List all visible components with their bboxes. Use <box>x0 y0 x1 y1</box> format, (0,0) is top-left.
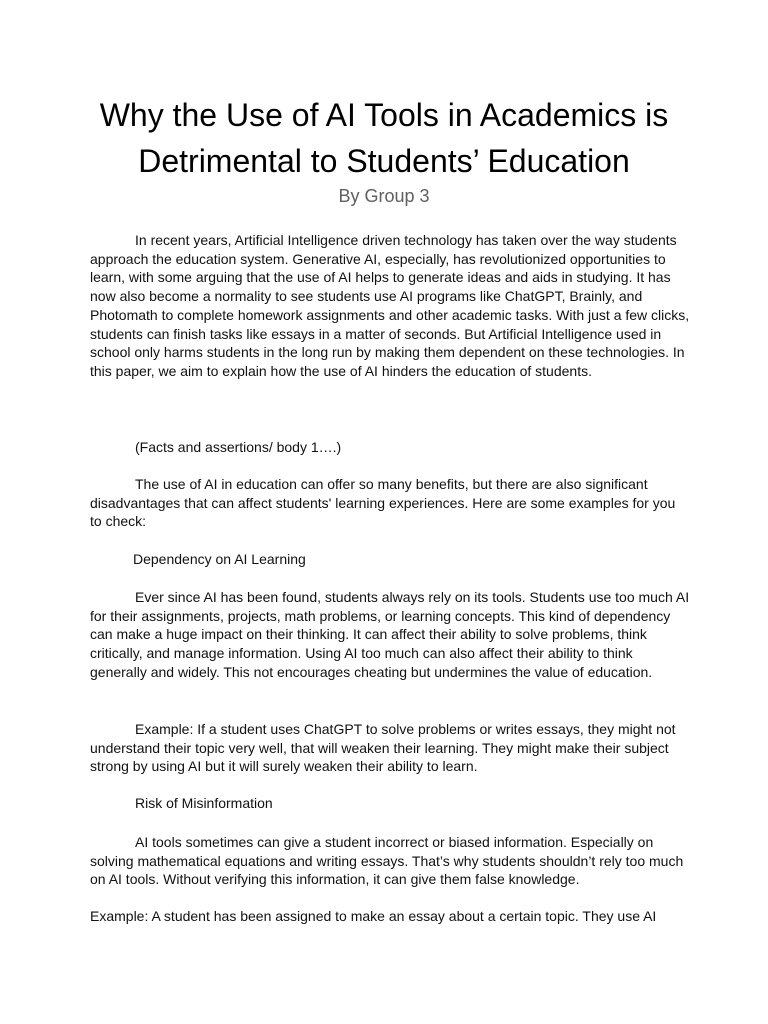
subheading-dependency: Dependency on AI Learning <box>133 551 306 567</box>
body-paragraph: The use of AI in education can offer so many benefits, but there are also significant disadvantages that can affect students' learning experiences. Here are some examples for you to check: <box>90 476 676 530</box>
document-byline: By Group 3 <box>338 186 430 206</box>
section-placeholder: (Facts and assertions/ body 1….) <box>135 439 342 455</box>
subheading-misinformation: Risk of Misinformation <box>135 795 273 811</box>
body-paragraph: AI tools sometimes can give a student incorrect or biased information. Especially on solving mathematical equations and writing essays. That’s why students shouldn’t rely too much on AI tools. Without verifying this information, it can give them false knowledge. <box>90 834 684 888</box>
body-paragraph: Ever since AI has been found, students always rely on its tools. Students use too much AI for their assignments, projects, math problems, or learning concepts. This kind of dependency can make a huge impact on their thinking. It can affect their ability to solve problems, think critically, and manage information. Using AI too much can also affect their ability to think generally and widely. This not encourages cheating but undermines the value of education. <box>90 589 690 680</box>
document-title: Why the Use of AI Tools in Academics is Detrimental to Students’ Education <box>99 97 669 179</box>
example-paragraph: Example: A student has been assigned to make an essay about a certain topic. They use AI <box>90 908 657 924</box>
example-paragraph: Example: If a student uses ChatGPT to solve problems or writes essays, they might not understand their topic very well, that will weaken their learning. They might make their subject strong by using AI but it will surely weaken their ability to learn. <box>90 721 676 775</box>
intro-paragraph: In recent years, Artificial Intelligence driven technology has taken over the way students approach the education system. Generative AI, especially, has revolutionized opportunities to learn, with some arguing that the use of AI helps to generate ideas and aids in studying. It has now also become a normality to see students use AI programs like ChatGPT, Brainly, and Photomath to complete homework assignments and other academic tasks. With just a few clicks, students can finish tasks like essays in a matter of seconds. But Artificial Intelligence used in school only harms students in the long run by making them dependent on these technologies. In this paper, we aim to explain how the use of AI hinders the education of students. <box>90 232 690 379</box>
